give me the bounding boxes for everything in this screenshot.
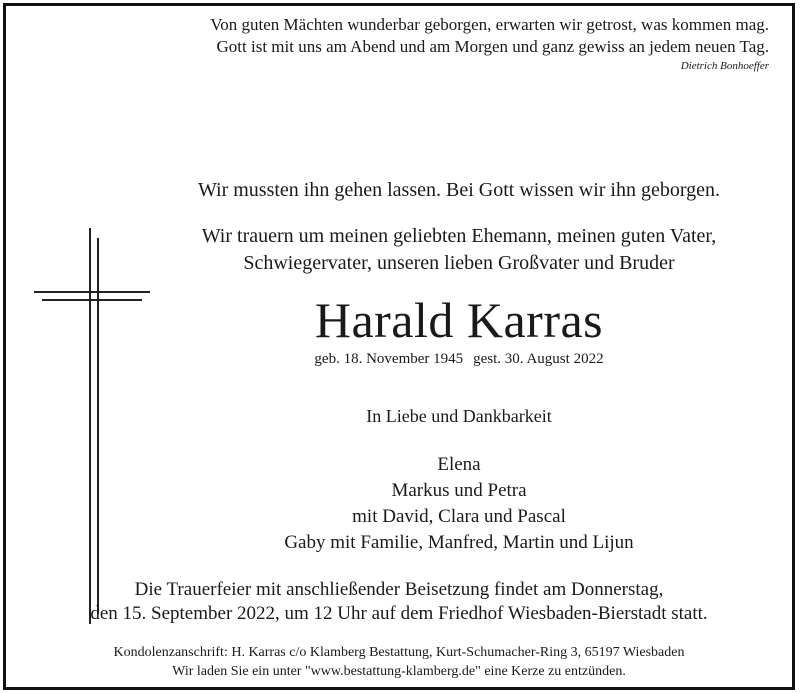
birth-date: geb. 18. November 1945 [314, 351, 464, 367]
gratitude-line: In Liebe und Dankbarkeit [366, 406, 552, 426]
intro-line: Wir mussten ihn gehen lassen. Bei Gott wissen wir ihn geborgen. [197, 179, 721, 201]
quote-line-2: Gott ist mit uns am Abend und am Morgen und ganz gewiss an jedem neuen Tag. [216, 37, 769, 56]
family-member: mit David, Clara und Pascal [352, 506, 566, 527]
contact-info [6, 643, 792, 681]
mourning-line-1: Wir trauern um meinen geliebten Ehemann, meinen guten Vater, [201, 225, 717, 247]
quote-author: Dietrich Bonhoeffer [680, 60, 769, 72]
funeral-line-2: den 15. September 2022, um 12 Uhr auf dem Friedhof Wiesbaden-Bierstadt statt. [90, 603, 708, 624]
family-list [6, 452, 792, 556]
condolence-address: Kondolenzanschrift: H. Karras c/o Klamberg Bestattung, Kurt-Schumacher-Ring 3, 65197 Wiesbaden [113, 645, 685, 660]
quote-line-1: Von guten Mächten wunderbar geborgen, erwarten wir getrost, was kommen mag. [210, 15, 769, 34]
family-member: Markus und Petra [391, 480, 527, 501]
family-member: Gaby mit Familie, Manfred, Martin und Lijun [284, 532, 634, 553]
life-dates [6, 349, 792, 369]
obituary-frame [3, 3, 795, 690]
funeral-line-1: Die Trauerfeier mit anschließender Beisetzung findet am Donnerstag, [134, 579, 664, 600]
mourning-line-2: Schwiegervater, unseren lieben Großvater und Bruder [243, 252, 675, 274]
mourning-text [6, 223, 792, 277]
death-date: gest. 30. August 2022 [473, 351, 604, 367]
candle-invitation: Wir laden Sie ein unter "www.bestattung-klamberg.de" eine Kerze zu entzünden. [172, 664, 626, 679]
family-member: Elena [437, 454, 481, 475]
funeral-notice [6, 578, 792, 626]
deceased-name: Harald Karras [314, 292, 604, 348]
bonhoeffer-quote [49, 14, 769, 58]
